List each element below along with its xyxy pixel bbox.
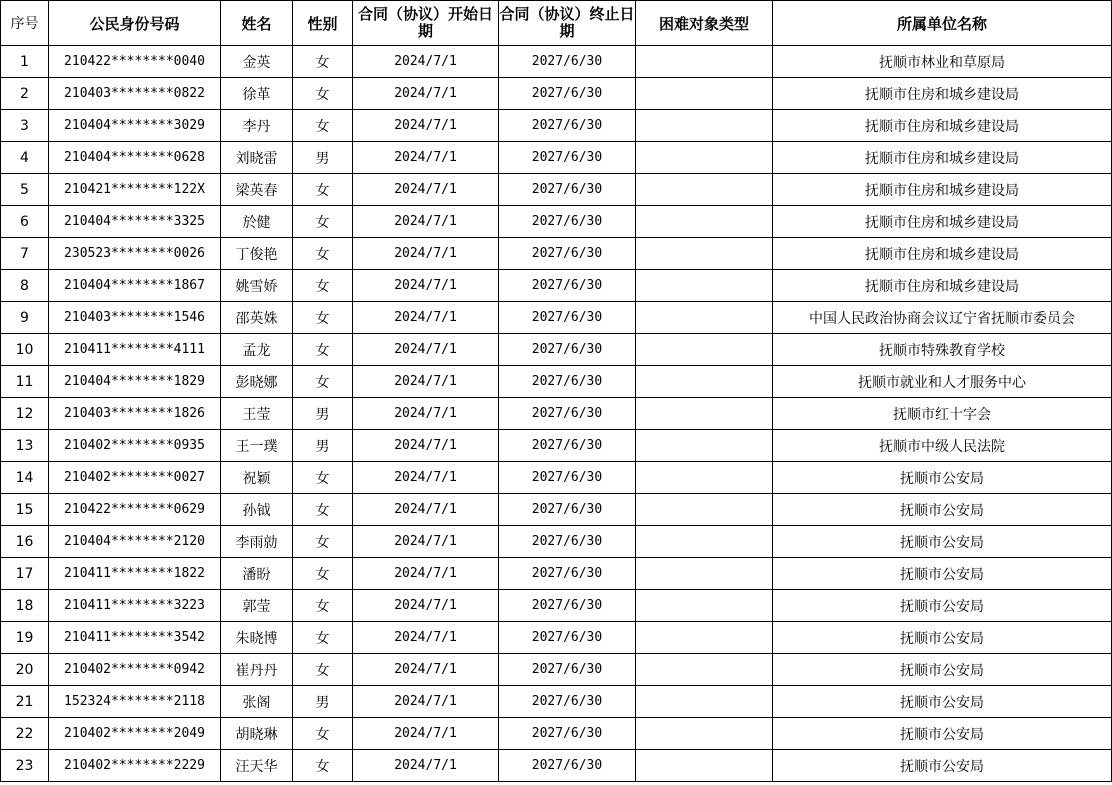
cell-start-date: 2024/7/1 (353, 238, 499, 270)
cell-unit: 抚顺市公安局 (773, 558, 1112, 590)
cell-gender: 女 (293, 174, 353, 206)
table-body (1, 46, 1112, 782)
cell-difficulty-type (636, 142, 773, 174)
cell-gender: 女 (293, 622, 353, 654)
cell-id-number: 210404********1867 (49, 270, 221, 302)
cell-end-date: 2027/6/30 (499, 206, 636, 238)
cell-id-number: 210404********1829 (49, 366, 221, 398)
cell-name: 胡晓琳 (221, 718, 293, 750)
cell-end-date: 2027/6/30 (499, 142, 636, 174)
cell-unit: 抚顺市公安局 (773, 590, 1112, 622)
cell-unit: 抚顺市公安局 (773, 750, 1112, 782)
table-row (1, 654, 1112, 686)
cell-gender: 女 (293, 526, 353, 558)
table-row (1, 494, 1112, 526)
cell-seq: 7 (1, 238, 49, 270)
cell-gender: 女 (293, 462, 353, 494)
cell-id-number: 210402********0942 (49, 654, 221, 686)
cell-seq: 13 (1, 430, 49, 462)
cell-end-date: 2027/6/30 (499, 366, 636, 398)
cell-gender: 女 (293, 750, 353, 782)
cell-gender: 男 (293, 686, 353, 718)
cell-start-date: 2024/7/1 (353, 718, 499, 750)
cell-gender: 女 (293, 110, 353, 142)
cell-end-date: 2027/6/30 (499, 654, 636, 686)
cell-id-number: 210411********4111 (49, 334, 221, 366)
cell-unit: 抚顺市公安局 (773, 494, 1112, 526)
table-row (1, 142, 1112, 174)
cell-end-date: 2027/6/30 (499, 46, 636, 78)
cell-id-number: 210404********3325 (49, 206, 221, 238)
cell-start-date: 2024/7/1 (353, 206, 499, 238)
cell-name: 姚雪娇 (221, 270, 293, 302)
cell-name: 潘盼 (221, 558, 293, 590)
cell-seq: 6 (1, 206, 49, 238)
cell-seq: 23 (1, 750, 49, 782)
cell-start-date: 2024/7/1 (353, 494, 499, 526)
cell-end-date: 2027/6/30 (499, 494, 636, 526)
cell-seq: 2 (1, 78, 49, 110)
cell-seq: 22 (1, 718, 49, 750)
cell-end-date: 2027/6/30 (499, 334, 636, 366)
cell-difficulty-type (636, 750, 773, 782)
header-unit: 所属单位名称 (773, 1, 1112, 46)
cell-seq: 18 (1, 590, 49, 622)
cell-difficulty-type (636, 558, 773, 590)
cell-unit: 抚顺市住房和城乡建设局 (773, 142, 1112, 174)
cell-seq: 17 (1, 558, 49, 590)
cell-seq: 10 (1, 334, 49, 366)
cell-name: 张阁 (221, 686, 293, 718)
cell-id-number: 210404********2120 (49, 526, 221, 558)
cell-id-number: 210411********1822 (49, 558, 221, 590)
header-seq: 序号 (1, 1, 49, 46)
cell-seq: 21 (1, 686, 49, 718)
cell-difficulty-type (636, 270, 773, 302)
cell-end-date: 2027/6/30 (499, 430, 636, 462)
cell-end-date: 2027/6/30 (499, 686, 636, 718)
cell-id-number: 210421********122X (49, 174, 221, 206)
cell-id-number: 210402********0935 (49, 430, 221, 462)
cell-difficulty-type (636, 206, 773, 238)
cell-seq: 15 (1, 494, 49, 526)
header-difficulty-type: 困难对象类型 (636, 1, 773, 46)
cell-end-date: 2027/6/30 (499, 526, 636, 558)
table-row (1, 270, 1112, 302)
cell-seq: 12 (1, 398, 49, 430)
cell-unit: 抚顺市住房和城乡建设局 (773, 270, 1112, 302)
cell-name: 徐革 (221, 78, 293, 110)
cell-difficulty-type (636, 46, 773, 78)
header-id: 公民身份号码 (49, 1, 221, 46)
table-row (1, 302, 1112, 334)
cell-gender: 女 (293, 302, 353, 334)
cell-seq: 19 (1, 622, 49, 654)
cell-end-date: 2027/6/30 (499, 78, 636, 110)
table-row (1, 590, 1112, 622)
cell-difficulty-type (636, 622, 773, 654)
cell-unit: 抚顺市住房和城乡建设局 (773, 174, 1112, 206)
cell-end-date: 2027/6/30 (499, 238, 636, 270)
cell-end-date: 2027/6/30 (499, 558, 636, 590)
cell-id-number: 210404********0628 (49, 142, 221, 174)
cell-start-date: 2024/7/1 (353, 590, 499, 622)
cell-id-number: 210403********0822 (49, 78, 221, 110)
cell-name: 邵英姝 (221, 302, 293, 334)
cell-gender: 男 (293, 142, 353, 174)
cell-start-date: 2024/7/1 (353, 142, 499, 174)
cell-difficulty-type (636, 590, 773, 622)
cell-seq: 1 (1, 46, 49, 78)
cell-end-date: 2027/6/30 (499, 462, 636, 494)
cell-gender: 女 (293, 46, 353, 78)
cell-gender: 女 (293, 366, 353, 398)
cell-gender: 女 (293, 558, 353, 590)
cell-difficulty-type (636, 366, 773, 398)
table-row (1, 206, 1112, 238)
cell-seq: 9 (1, 302, 49, 334)
cell-name: 李雨勍 (221, 526, 293, 558)
cell-id-number: 210403********1546 (49, 302, 221, 334)
table-row (1, 462, 1112, 494)
cell-id-number: 210422********0040 (49, 46, 221, 78)
table-row (1, 430, 1112, 462)
cell-unit: 中国人民政治协商会议辽宁省抚顺市委员会 (773, 302, 1112, 334)
cell-end-date: 2027/6/30 (499, 590, 636, 622)
cell-difficulty-type (636, 430, 773, 462)
table-row (1, 558, 1112, 590)
cell-difficulty-type (636, 686, 773, 718)
cell-unit: 抚顺市中级人民法院 (773, 430, 1112, 462)
cell-id-number: 210411********3542 (49, 622, 221, 654)
cell-name: 汪天华 (221, 750, 293, 782)
cell-name: 祝颖 (221, 462, 293, 494)
cell-seq: 14 (1, 462, 49, 494)
cell-start-date: 2024/7/1 (353, 750, 499, 782)
cell-unit: 抚顺市公安局 (773, 686, 1112, 718)
cell-end-date: 2027/6/30 (499, 398, 636, 430)
cell-seq: 20 (1, 654, 49, 686)
cell-gender: 女 (293, 270, 353, 302)
cell-unit: 抚顺市公安局 (773, 718, 1112, 750)
cell-start-date: 2024/7/1 (353, 302, 499, 334)
cell-unit: 抚顺市公安局 (773, 622, 1112, 654)
cell-end-date: 2027/6/30 (499, 750, 636, 782)
cell-start-date: 2024/7/1 (353, 334, 499, 366)
cell-end-date: 2027/6/30 (499, 110, 636, 142)
cell-gender: 女 (293, 334, 353, 366)
cell-difficulty-type (636, 334, 773, 366)
table-row (1, 334, 1112, 366)
cell-id-number: 210411********3223 (49, 590, 221, 622)
cell-end-date: 2027/6/30 (499, 622, 636, 654)
table-row (1, 238, 1112, 270)
table-row (1, 46, 1112, 78)
cell-difficulty-type (636, 302, 773, 334)
cell-difficulty-type (636, 78, 773, 110)
cell-gender: 女 (293, 590, 353, 622)
cell-gender: 女 (293, 654, 353, 686)
cell-start-date: 2024/7/1 (353, 654, 499, 686)
cell-unit: 抚顺市公安局 (773, 654, 1112, 686)
header-name: 姓名 (221, 1, 293, 46)
header-end-date: 合同（协议）终止日期 (499, 1, 636, 46)
cell-id-number: 210403********1826 (49, 398, 221, 430)
cell-seq: 16 (1, 526, 49, 558)
cell-seq: 5 (1, 174, 49, 206)
cell-difficulty-type (636, 526, 773, 558)
cell-seq: 11 (1, 366, 49, 398)
cell-difficulty-type (636, 398, 773, 430)
cell-id-number: 210422********0629 (49, 494, 221, 526)
cell-unit: 抚顺市就业和人才服务中心 (773, 366, 1112, 398)
table-row (1, 398, 1112, 430)
cell-difficulty-type (636, 174, 773, 206)
cell-gender: 女 (293, 206, 353, 238)
cell-start-date: 2024/7/1 (353, 686, 499, 718)
cell-name: 梁英春 (221, 174, 293, 206)
cell-difficulty-type (636, 110, 773, 142)
cell-id-number: 152324********2118 (49, 686, 221, 718)
cell-start-date: 2024/7/1 (353, 366, 499, 398)
cell-end-date: 2027/6/30 (499, 270, 636, 302)
cell-difficulty-type (636, 718, 773, 750)
cell-unit: 抚顺市住房和城乡建设局 (773, 78, 1112, 110)
cell-name: 王一璞 (221, 430, 293, 462)
cell-start-date: 2024/7/1 (353, 462, 499, 494)
cell-end-date: 2027/6/30 (499, 718, 636, 750)
cell-difficulty-type (636, 462, 773, 494)
cell-start-date: 2024/7/1 (353, 558, 499, 590)
cell-start-date: 2024/7/1 (353, 110, 499, 142)
cell-name: 李丹 (221, 110, 293, 142)
table-row (1, 526, 1112, 558)
table-row (1, 686, 1112, 718)
cell-difficulty-type (636, 494, 773, 526)
cell-unit: 抚顺市公安局 (773, 462, 1112, 494)
table-row (1, 750, 1112, 782)
table-row (1, 366, 1112, 398)
table-row (1, 622, 1112, 654)
cell-start-date: 2024/7/1 (353, 430, 499, 462)
cell-seq: 3 (1, 110, 49, 142)
cell-unit: 抚顺市住房和城乡建设局 (773, 238, 1112, 270)
cell-name: 丁俊艳 (221, 238, 293, 270)
cell-end-date: 2027/6/30 (499, 302, 636, 334)
cell-unit: 抚顺市住房和城乡建设局 (773, 206, 1112, 238)
cell-difficulty-type (636, 654, 773, 686)
cell-gender: 女 (293, 78, 353, 110)
cell-seq: 8 (1, 270, 49, 302)
header-gender: 性别 (293, 1, 353, 46)
table-row (1, 78, 1112, 110)
header-row (1, 1, 1112, 46)
cell-name: 於健 (221, 206, 293, 238)
cell-gender: 女 (293, 718, 353, 750)
cell-gender: 女 (293, 238, 353, 270)
cell-end-date: 2027/6/30 (499, 174, 636, 206)
cell-unit: 抚顺市住房和城乡建设局 (773, 110, 1112, 142)
cell-unit: 抚顺市红十字会 (773, 398, 1112, 430)
cell-start-date: 2024/7/1 (353, 526, 499, 558)
cell-gender: 男 (293, 398, 353, 430)
cell-unit: 抚顺市公安局 (773, 526, 1112, 558)
cell-name: 郭莹 (221, 590, 293, 622)
cell-start-date: 2024/7/1 (353, 46, 499, 78)
cell-gender: 男 (293, 430, 353, 462)
cell-name: 朱晓博 (221, 622, 293, 654)
cell-seq: 4 (1, 142, 49, 174)
cell-name: 孙钺 (221, 494, 293, 526)
table-row (1, 110, 1112, 142)
header-start-date: 合同（协议）开始日期 (353, 1, 499, 46)
cell-id-number: 210402********2049 (49, 718, 221, 750)
cell-id-number: 210402********0027 (49, 462, 221, 494)
cell-name: 彭晓娜 (221, 366, 293, 398)
cell-id-number: 230523********0026 (49, 238, 221, 270)
cell-start-date: 2024/7/1 (353, 398, 499, 430)
cell-id-number: 210402********2229 (49, 750, 221, 782)
cell-gender: 女 (293, 494, 353, 526)
table-header (1, 1, 1112, 46)
cell-name: 金英 (221, 46, 293, 78)
cell-start-date: 2024/7/1 (353, 174, 499, 206)
cell-start-date: 2024/7/1 (353, 78, 499, 110)
cell-name: 孟龙 (221, 334, 293, 366)
cell-id-number: 210404********3029 (49, 110, 221, 142)
table-row (1, 718, 1112, 750)
cell-name: 崔丹丹 (221, 654, 293, 686)
cell-name: 刘晓雷 (221, 142, 293, 174)
cell-unit: 抚顺市特殊教育学校 (773, 334, 1112, 366)
table-row (1, 174, 1112, 206)
cell-difficulty-type (636, 238, 773, 270)
cell-start-date: 2024/7/1 (353, 622, 499, 654)
cell-start-date: 2024/7/1 (353, 270, 499, 302)
cell-unit: 抚顺市林业和草原局 (773, 46, 1112, 78)
cell-name: 王莹 (221, 398, 293, 430)
